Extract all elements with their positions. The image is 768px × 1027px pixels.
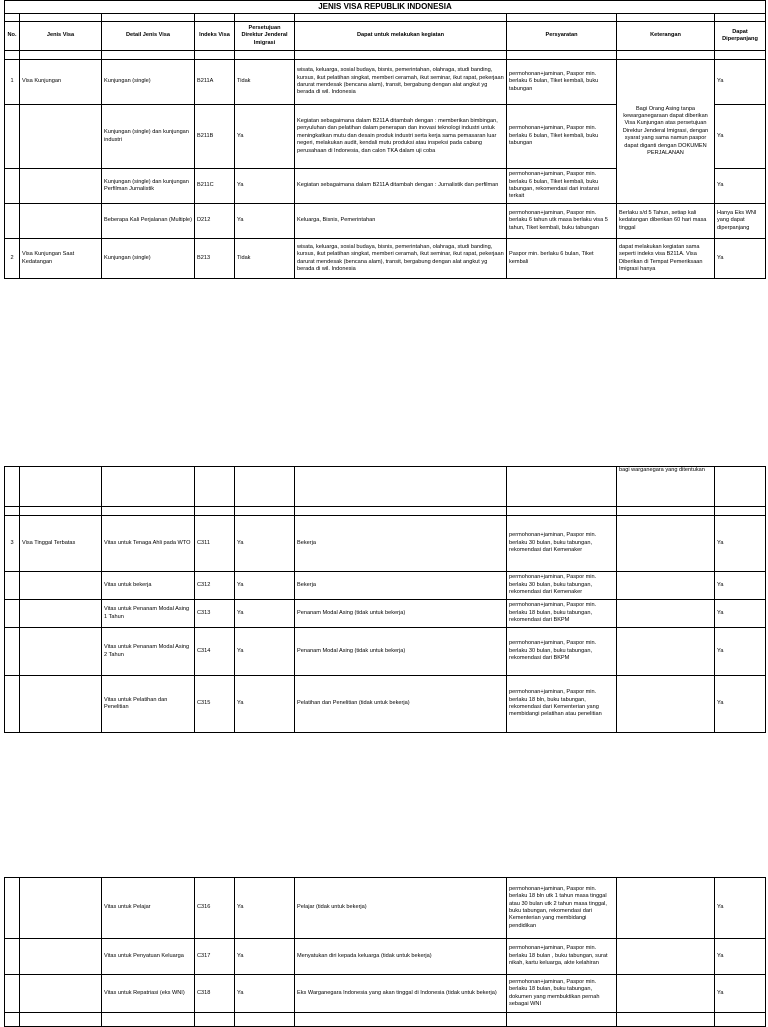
header-no: No. (5, 22, 20, 51)
cell-persetujuan: Ya (235, 939, 295, 975)
cell-persyaratan: Paspor min. berlaku 6 bulan, Tiket kembali (507, 239, 617, 279)
header-detail: Detail Jenis Visa (102, 22, 195, 51)
cell-kegiatan: Kegiatan sebagaimana dalam B211A ditambah dengan : memberikan bimbingan, penyuluhan dan pelatihan dalam penerapan dan inovasi teknologi industri untuk meningkatkan mutu dan desain produk industri serta kerja sama pemasaran luar negeri, melakukan audit, kendali mutu produksi atau inspeksi pada cabang perusahaan di Indonesia, dan calon TKA dalam uji coba (295, 105, 507, 169)
cell-detail: Vitas untuk Repatriasi (eks WNI) (102, 975, 195, 1013)
cell-indeks: C312 (195, 572, 235, 600)
cell-persyaratan: permohonan+jaminan, Paspor min. berlaku 6 bulan, Tiket kembali, buku tabungan (507, 105, 617, 169)
cell-detail: Kunjungan (single) dan kunjungan industri (102, 105, 195, 169)
table-row (5, 572, 766, 600)
cell-diperpanjang: Ya (715, 572, 766, 600)
visa-table-page3 (4, 877, 766, 1027)
cell-persetujuan: Ya (235, 676, 295, 733)
cell-persetujuan: Ya (235, 975, 295, 1013)
cell-persetujuan: Ya (235, 516, 295, 572)
table-row (5, 600, 766, 628)
cell-detail: Vitas untuk Penanam Modal Asing 1 Tahun (102, 600, 195, 628)
cell-diperpanjang: Ya (715, 239, 766, 279)
header-persetujuan: Persetujuan Direktur Jenderal Imigrasi (235, 22, 295, 51)
cell-persyaratan: permohonan+jaminan, Paspor min. berlaku 30 bulan, buku tabungan, rekomendasi dari BKPM (507, 628, 617, 676)
cell-indeks: B211C (195, 169, 235, 204)
cell-diperpanjang: Ya (715, 975, 766, 1013)
cell-persyaratan: permohonan+jaminan, Paspor min. berlaku 6 bulan, Tiket kembali, buku tabungan, rekomendasi dari instansi terkait (507, 169, 617, 204)
cell-diperpanjang: Ya (715, 676, 766, 733)
cell-persyaratan: permohonan+jaminan, Paspor min. berlaku 18 bulan , buku tabungan, surat nikah, kartu keluarga, akte kelahiran (507, 939, 617, 975)
cell-indeks: B211A (195, 60, 235, 105)
cell-indeks: D212 (195, 204, 235, 239)
cell-keterangan-carry: bagi warganegara yang ditentukan (617, 467, 715, 507)
cell-no: 2 (5, 239, 20, 279)
header-kegiatan: Dapat untuk melakukan kegiatan (295, 22, 507, 51)
cell-no: 3 (5, 516, 20, 572)
cell-kegiatan: Bekerja (295, 572, 507, 600)
cell-detail: Vitas untuk bekerja (102, 572, 195, 600)
header-diperpanjang: Dapat Diperpanjang (715, 22, 766, 51)
cell-persyaratan: permohonan+jaminan, Paspor min. berlaku 30 bulan, buku tabungan, rekomendasi dari Kemenaker (507, 516, 617, 572)
cell-indeks: B211B (195, 105, 235, 169)
cell-persyaratan: permohonan+jaminan, Paspor min. berlaku 18 bln utk 1 tahun masa tinggal atau 30 bulan utk 2 tahun masa tinggal, buku tabungan, rekomendasi dari Kementerian yang membidangi pendidikan (507, 878, 617, 939)
cell-detail: Vitas untuk Penyatuan Keluarga (102, 939, 195, 975)
visa-table-page2 (4, 466, 766, 733)
header-persyaratan: Persyaratan (507, 22, 617, 51)
cell-persetujuan: Ya (235, 600, 295, 628)
table-title: JENIS VISA REPUBLIK INDONESIA (5, 1, 766, 14)
cell-detail: Kunjungan (single) (102, 60, 195, 105)
cell-jenis: Visa Kunjungan Saat Kedatangan (20, 239, 102, 279)
table-row (5, 676, 766, 733)
cell-kegiatan: Keluarga, Bisnis, Pemerintahan (295, 204, 507, 239)
cell-detail: Vitas untuk Pelatihan dan Penelitian (102, 676, 195, 733)
cell-kegiatan: wisata, keluarga, sosial budaya, bisnis, pemerintahan, olahraga, studi banding, kursus, ikut pelatihan singkat, memberi ceramah, ikut seminar, ikut rapat, pekerjaan darurat mendesak (bencana alam), transit, bergabung dengan alat angkut yg berada di wil. Indonesia (295, 239, 507, 279)
header-jenis-visa: Jenis Visa (20, 22, 102, 51)
cell-keterangan: Berlaku s/d 5 Tahun, setiap kali kedatangan diberikan 60 hari masa tinggal (617, 204, 715, 239)
header-keterangan: Keterangan (617, 22, 715, 51)
table-row (5, 60, 766, 105)
cell-indeks: C316 (195, 878, 235, 939)
cell-persetujuan: Ya (235, 628, 295, 676)
cell-kegiatan: Bekerja (295, 516, 507, 572)
cell-indeks: C311 (195, 516, 235, 572)
cell-kegiatan: Pelatihan dan Penelitian (tidak untuk bekerja) (295, 676, 507, 733)
table-row (5, 878, 766, 939)
cell-keterangan-merged: Bagi Orang Asing tanpa kewarganegaraan dapat diberikan Visa Kunjungan atas persetujuan Direktur Jenderal Imigrasi, dengan syarat yang sama namun paspor dapat diganti dengan DOKUMEN PERJALANAN (617, 60, 715, 204)
cell-diperpanjang: Ya (715, 628, 766, 676)
cell-detail: Vitas untuk Tenaga Ahli pada WTO (102, 516, 195, 572)
cell-indeks: C318 (195, 975, 235, 1013)
visa-table-page1 (4, 0, 766, 279)
cell-persetujuan: Tidak (235, 239, 295, 279)
cell-detail: Vitas untuk Penanam Modal Asing 2 Tahun (102, 628, 195, 676)
cell-kegiatan: wisata, keluarga, sosial budaya, bisnis, pemerintahan, olahraga, studi banding, kursus, ikut pelatihan singkat, memberi ceramah, ikut seminar, ikut rapat, pekerjaan darurat mendesak (bencana alam), transit, bergabung dengan alat angkut yg berada di wil. Indonesia (295, 60, 507, 105)
cell-persyaratan: permohonan+jaminan, Paspor min. berlaku 6 bulan, Tiket kembali, buku tabungan (507, 60, 617, 105)
cell-diperpanjang: Ya (715, 878, 766, 939)
table-row (5, 239, 766, 279)
cell-kegiatan: Penanam Modal Asing (tidak untuk bekerja) (295, 600, 507, 628)
cell-persyaratan: permohonan+jaminan, Paspor min. berlaku 6 tahun utk masa berlaku visa 5 tahun, Tiket kembali, buku tabungan (507, 204, 617, 239)
cell-kegiatan: Eks Warganegara Indonesia yang akan tinggal di Indonesia (tidak untuk bekerja) (295, 975, 507, 1013)
cell-indeks: C315 (195, 676, 235, 733)
cell-kegiatan: Kegiatan sebagaimana dalam B211A ditambah dengan : Jurnalistik dan perfilman (295, 169, 507, 204)
cell-persetujuan: Ya (235, 204, 295, 239)
table-row (5, 204, 766, 239)
cell-diperpanjang: Ya (715, 169, 766, 204)
cell-kegiatan: Menyatukan diri kepada keluarga (tidak untuk bekerja) (295, 939, 507, 975)
cell-persetujuan: Ya (235, 105, 295, 169)
cell-jenis: Visa Tinggal Terbatas (20, 516, 102, 572)
cell-indeks: B213 (195, 239, 235, 279)
table-row (5, 939, 766, 975)
cell-diperpanjang: Hanya Eks WNI yang dapat diperpanjang (715, 204, 766, 239)
cell-diperpanjang: Ya (715, 939, 766, 975)
cell-no: 1 (5, 60, 20, 105)
table-row (5, 516, 766, 572)
cell-diperpanjang: Ya (715, 105, 766, 169)
cell-detail: Kunjungan (single) (102, 239, 195, 279)
cell-diperpanjang: Ya (715, 60, 766, 105)
cell-persetujuan: Ya (235, 169, 295, 204)
cell-persyaratan: permohonan+jaminan, Paspor min. berlaku 18 bulan, buku tabungan, dokumen yang membuktikan pernah sebagai WNI (507, 975, 617, 1013)
cell-kegiatan: Penanam Modal Asing (tidak untuk bekerja) (295, 628, 507, 676)
table-row (5, 975, 766, 1013)
cell-persetujuan: Ya (235, 878, 295, 939)
cell-persyaratan: permohonan+jaminan, Paspor min. berlaku 18 bulan, buku tabungan, rekomendasi dari BKPM (507, 600, 617, 628)
cell-persyaratan: permohonan+jaminan, Paspor min. berlaku 30 bulan, buku tabungan, rekomendasi dari Kemenaker (507, 572, 617, 600)
cell-keterangan: dapat melakukan kegiatan sama seperti indeks visa B211A. Visa Diberikan di Tempat Pemeriksaan Imigrasi hanya (617, 239, 715, 279)
cell-persetujuan: Ya (235, 572, 295, 600)
cell-indeks: C314 (195, 628, 235, 676)
cell-detail: Vitas untuk Pelajar (102, 878, 195, 939)
cell-diperpanjang: Ya (715, 600, 766, 628)
cell-jenis: Visa Kunjungan (20, 60, 102, 105)
header-indeks: Indeks Visa (195, 22, 235, 51)
cell-indeks: C317 (195, 939, 235, 975)
table-row (5, 628, 766, 676)
cell-detail: Kunjungan (single) dan kunjungan Perfilman Jurnalistik (102, 169, 195, 204)
cell-persyaratan: permohonan+jaminan, Paspor min. berlaku 18 bln, buku tabungan, rekomendasi dari Kementerian yang membidangi pelatihan atau penelitian (507, 676, 617, 733)
cell-persetujuan: Tidak (235, 60, 295, 105)
cell-detail: Beberapa Kali Perjalanan (Multiple) (102, 204, 195, 239)
cell-kegiatan: Pelajar (tidak untuk bekerja) (295, 878, 507, 939)
cell-diperpanjang: Ya (715, 516, 766, 572)
cell-indeks: C313 (195, 600, 235, 628)
